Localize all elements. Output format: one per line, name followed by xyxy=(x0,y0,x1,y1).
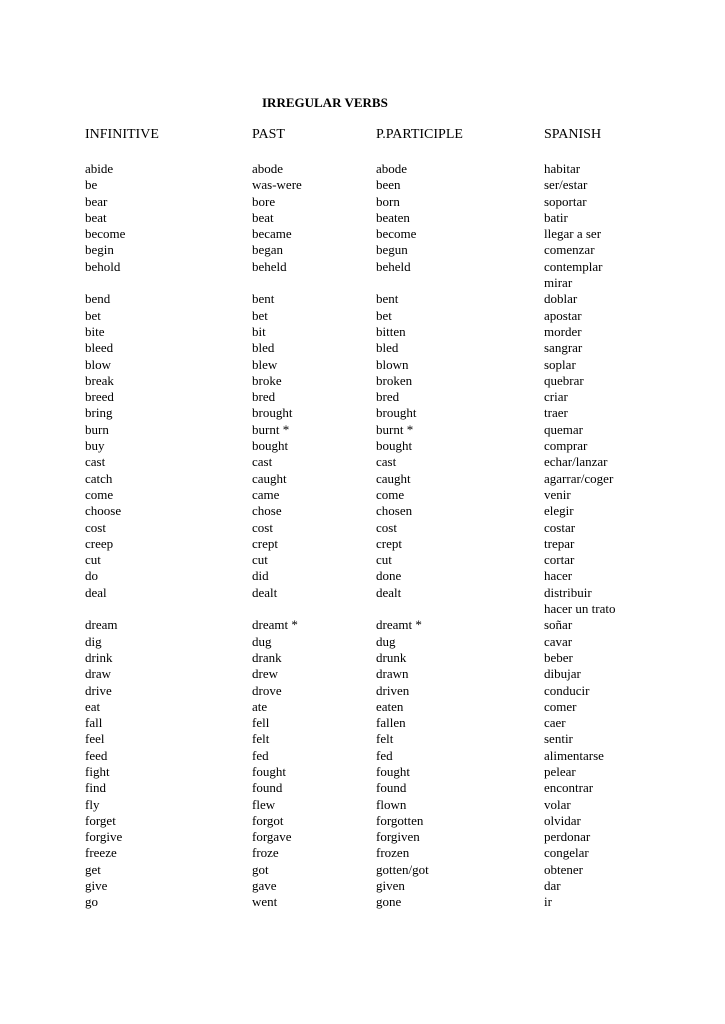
table-row xyxy=(0,797,725,813)
infinitive-cell: go xyxy=(85,894,98,910)
past-cell: forgot xyxy=(252,812,284,828)
spanish-cell: habitar xyxy=(544,161,581,176)
table-row xyxy=(0,764,725,780)
infinitive-cell: creep xyxy=(85,535,114,551)
spanish-cell: cortar xyxy=(544,552,575,568)
past-cell: brought xyxy=(252,405,293,421)
past-cell: blew xyxy=(252,356,278,372)
table-row xyxy=(0,894,725,910)
past-cell: crept xyxy=(252,535,278,551)
participle-cell: crept xyxy=(376,535,402,551)
participle-cell: bent xyxy=(376,291,399,307)
spanish-cell: volar xyxy=(544,796,571,812)
table-row xyxy=(0,357,725,373)
infinitive-cell: fly xyxy=(85,796,100,812)
infinitive-cell: get xyxy=(85,861,101,877)
spanish-cell: criar xyxy=(544,389,568,405)
table-row xyxy=(0,699,725,715)
spanish-cell: obtener xyxy=(544,861,583,877)
past-cell: felt xyxy=(252,731,270,747)
past-cell: went xyxy=(252,894,278,910)
spanish-cell: hacer un trato xyxy=(544,601,616,617)
infinitive-cell: behold xyxy=(85,258,121,274)
table-row xyxy=(0,813,725,829)
participle-cell: chosen xyxy=(376,503,413,519)
table-row xyxy=(0,226,725,242)
table-row xyxy=(0,601,725,617)
spanish-cell: dibujar xyxy=(544,666,581,682)
table-row xyxy=(0,845,725,861)
spanish-cell: echar/lanzar xyxy=(544,454,608,470)
past-cell: bred xyxy=(252,389,276,405)
spanish-cell: sentir xyxy=(544,731,573,747)
table-row xyxy=(0,715,725,731)
participle-cell: bet xyxy=(376,307,392,323)
past-cell: was-were xyxy=(252,177,302,193)
participle-cell: drunk xyxy=(376,649,407,665)
past-cell: fought xyxy=(252,763,286,779)
participle-cell: dug xyxy=(376,633,396,649)
table-row xyxy=(0,536,725,552)
infinitive-cell: bite xyxy=(85,323,105,339)
infinitive-cell: beat xyxy=(85,209,107,225)
infinitive-cell: bet xyxy=(85,307,101,323)
infinitive-cell: find xyxy=(85,780,106,796)
table-row xyxy=(0,634,725,650)
participle-cell: bred xyxy=(376,389,400,405)
table-row xyxy=(0,340,725,356)
table-row xyxy=(0,259,725,275)
past-cell: abode xyxy=(252,161,284,176)
participle-cell: fed xyxy=(376,747,393,763)
past-cell: beat xyxy=(252,209,274,225)
participle-cell: cost xyxy=(376,519,397,535)
spanish-cell: caer xyxy=(544,715,566,731)
infinitive-cell: blow xyxy=(85,356,111,372)
participle-cell: fought xyxy=(376,763,410,779)
past-cell: gave xyxy=(252,878,277,894)
table-row xyxy=(0,487,725,503)
spanish-cell: costar xyxy=(544,519,576,535)
table-row xyxy=(0,242,725,258)
table-row xyxy=(0,422,725,438)
infinitive-cell: forgive xyxy=(85,829,123,845)
past-cell: forgave xyxy=(252,829,292,845)
participle-cell: blown xyxy=(376,356,409,372)
infinitive-cell: cut xyxy=(85,552,101,568)
past-cell: ate xyxy=(252,698,268,714)
participle-cell: done xyxy=(376,568,402,584)
page-title: IRREGULAR VERBS xyxy=(262,95,388,110)
infinitive-cell: dream xyxy=(85,617,118,633)
infinitive-cell: break xyxy=(85,372,114,388)
table-row xyxy=(0,454,725,470)
spanish-cell: soñar xyxy=(544,617,573,633)
past-cell: bit xyxy=(252,323,266,339)
spanish-cell: venir xyxy=(544,486,571,502)
spanish-cell: morder xyxy=(544,323,582,339)
participle-cell: abode xyxy=(376,161,408,176)
table-row xyxy=(0,373,725,389)
table-row xyxy=(0,552,725,568)
infinitive-cell: fall xyxy=(85,715,103,731)
participle-cell: dealt xyxy=(376,584,402,600)
infinitive-cell: drive xyxy=(85,682,112,698)
table-row xyxy=(0,878,725,894)
infinitive-cell: feel xyxy=(85,731,105,747)
past-cell: dreamt * xyxy=(252,617,298,633)
spanish-cell: comenzar xyxy=(544,242,595,258)
spanish-cell: pelear xyxy=(544,763,576,779)
past-cell: froze xyxy=(252,845,279,861)
infinitive-cell: bring xyxy=(85,405,113,421)
past-cell: did xyxy=(252,568,269,584)
table-row xyxy=(0,780,725,796)
past-cell: fell xyxy=(252,715,270,731)
infinitive-cell: feed xyxy=(85,747,108,763)
spanish-cell: agarrar/coger xyxy=(544,470,614,486)
past-cell: bought xyxy=(252,438,289,454)
table-row xyxy=(0,324,725,340)
spanish-cell: batir xyxy=(544,209,568,225)
participle-cell: flown xyxy=(376,796,407,812)
past-cell: found xyxy=(252,780,283,796)
infinitive-cell: do xyxy=(85,568,98,584)
past-cell: burnt * xyxy=(252,421,290,437)
past-cell: cast xyxy=(252,454,273,470)
spanish-cell: comer xyxy=(544,698,577,714)
table-row xyxy=(0,520,725,536)
participle-cell: driven xyxy=(376,682,410,698)
participle-cell: bitten xyxy=(376,323,406,339)
header-spanish: SPANISH xyxy=(544,127,602,142)
spanish-cell: congelar xyxy=(544,845,589,861)
participle-cell: forgotten xyxy=(376,812,424,828)
infinitive-cell: bend xyxy=(85,291,111,307)
table-row xyxy=(0,829,725,845)
past-cell: flew xyxy=(252,796,276,812)
spanish-cell: distribuir xyxy=(544,584,592,600)
header-past: PAST xyxy=(252,127,285,142)
spanish-cell: soplar xyxy=(544,356,576,372)
table-row xyxy=(0,389,725,405)
table-row xyxy=(0,210,725,226)
spanish-cell: comprar xyxy=(544,438,588,454)
spanish-cell: ser/estar xyxy=(544,177,588,193)
spanish-cell: ir xyxy=(544,894,552,910)
table-row xyxy=(0,568,725,584)
participle-cell: forgiven xyxy=(376,829,420,845)
past-cell: drank xyxy=(252,649,282,665)
infinitive-cell: draw xyxy=(85,666,111,682)
participle-cell: frozen xyxy=(376,845,410,861)
infinitive-cell: cost xyxy=(85,519,106,535)
participle-cell: begun xyxy=(376,242,408,258)
participle-cell: been xyxy=(376,177,401,193)
past-cell: dealt xyxy=(252,584,278,600)
past-cell: bet xyxy=(252,307,268,323)
spanish-cell: quebrar xyxy=(544,372,584,388)
past-cell: drew xyxy=(252,666,278,682)
past-cell: became xyxy=(252,226,292,242)
participle-cell: bled xyxy=(376,340,399,356)
table-row xyxy=(0,161,725,177)
column-headers xyxy=(0,127,725,145)
spanish-cell: quemar xyxy=(544,421,583,437)
infinitive-cell: deal xyxy=(85,584,107,600)
table-row xyxy=(0,308,725,324)
table-row xyxy=(0,471,725,487)
past-cell: dug xyxy=(252,633,272,649)
infinitive-cell: burn xyxy=(85,421,109,437)
table-row xyxy=(0,650,725,666)
spanish-cell: doblar xyxy=(544,291,578,307)
participle-cell: beheld xyxy=(376,258,411,274)
table-row xyxy=(0,291,725,307)
participle-cell: felt xyxy=(376,731,394,747)
infinitive-cell: drink xyxy=(85,649,113,665)
spanish-cell: hacer xyxy=(544,568,573,584)
participle-cell: eaten xyxy=(376,698,404,714)
infinitive-cell: fight xyxy=(85,763,110,779)
header-participle: P.PARTICIPLE xyxy=(376,127,463,142)
past-cell: beheld xyxy=(252,258,287,274)
past-cell: began xyxy=(252,242,284,258)
past-cell: cost xyxy=(252,519,273,535)
spanish-cell: apostar xyxy=(544,307,582,323)
infinitive-cell: buy xyxy=(85,438,105,454)
spanish-cell: sangrar xyxy=(544,340,583,356)
table-row xyxy=(0,666,725,682)
infinitive-cell: be xyxy=(85,177,98,193)
infinitive-cell: forget xyxy=(85,812,116,828)
spanish-cell: beber xyxy=(544,649,573,665)
table-row xyxy=(0,405,725,421)
infinitive-cell: dig xyxy=(85,633,102,649)
table-row xyxy=(0,683,725,699)
participle-cell: cast xyxy=(376,454,397,470)
spanish-cell: cavar xyxy=(544,633,573,649)
spanish-cell: llegar a ser xyxy=(544,226,602,242)
past-cell: drove xyxy=(252,682,282,698)
table-row xyxy=(0,731,725,747)
participle-cell: gotten/got xyxy=(376,861,429,877)
past-cell: chose xyxy=(252,503,282,519)
participle-cell: bought xyxy=(376,438,413,454)
participle-cell: broken xyxy=(376,372,413,388)
table-row xyxy=(0,748,725,764)
participle-cell: given xyxy=(376,878,405,894)
past-cell: broke xyxy=(252,372,282,388)
participle-cell: born xyxy=(376,193,400,209)
spanish-cell: encontrar xyxy=(544,780,594,796)
participle-cell: brought xyxy=(376,405,417,421)
infinitive-cell: cast xyxy=(85,454,106,470)
spanish-cell: trepar xyxy=(544,535,575,551)
past-cell: bent xyxy=(252,291,275,307)
infinitive-cell: come xyxy=(85,486,114,502)
participle-cell: cut xyxy=(376,552,392,568)
table-row xyxy=(0,585,725,601)
participle-cell: beaten xyxy=(376,209,410,225)
infinitive-cell: become xyxy=(85,226,126,242)
spanish-cell: olvidar xyxy=(544,812,581,828)
spanish-cell: dar xyxy=(544,878,561,894)
past-cell: bore xyxy=(252,193,276,209)
table-row xyxy=(0,503,725,519)
spanish-cell: conducir xyxy=(544,682,590,698)
verb-table xyxy=(0,161,725,911)
table-row xyxy=(0,617,725,633)
spanish-cell: soportar xyxy=(544,193,587,209)
infinitive-cell: catch xyxy=(85,470,113,486)
past-cell: caught xyxy=(252,470,287,486)
participle-cell: caught xyxy=(376,470,411,486)
table-row xyxy=(0,275,725,291)
participle-cell: come xyxy=(376,486,405,502)
spanish-cell: alimentarse xyxy=(544,747,604,763)
past-cell: got xyxy=(252,861,269,877)
spanish-cell: elegir xyxy=(544,503,574,519)
infinitive-cell: begin xyxy=(85,242,114,258)
spanish-cell: traer xyxy=(544,405,568,421)
table-row xyxy=(0,438,725,454)
participle-cell: gone xyxy=(376,894,402,910)
past-cell: bled xyxy=(252,340,275,356)
participle-cell: burnt * xyxy=(376,421,414,437)
infinitive-cell: breed xyxy=(85,389,114,405)
participle-cell: become xyxy=(376,226,417,242)
spanish-cell: mirar xyxy=(544,275,573,291)
infinitive-cell: eat xyxy=(85,698,101,714)
header-infinitive: INFINITIVE xyxy=(85,127,159,142)
table-row xyxy=(0,862,725,878)
participle-cell: drawn xyxy=(376,666,409,682)
past-cell: cut xyxy=(252,552,268,568)
infinitive-cell: bleed xyxy=(85,340,114,356)
spanish-cell: contemplar xyxy=(544,258,603,274)
participle-cell: fallen xyxy=(376,715,406,731)
past-cell: fed xyxy=(252,747,269,763)
infinitive-cell: bear xyxy=(85,193,108,209)
spanish-cell: perdonar xyxy=(544,829,591,845)
past-cell: came xyxy=(252,486,280,502)
infinitive-cell: freeze xyxy=(85,845,117,861)
infinitive-cell: choose xyxy=(85,503,122,519)
table-row xyxy=(0,194,725,210)
table-row xyxy=(0,177,725,193)
participle-cell: dreamt * xyxy=(376,617,422,633)
infinitive-cell: abide xyxy=(85,161,114,176)
infinitive-cell: give xyxy=(85,878,108,894)
participle-cell: found xyxy=(376,780,407,796)
